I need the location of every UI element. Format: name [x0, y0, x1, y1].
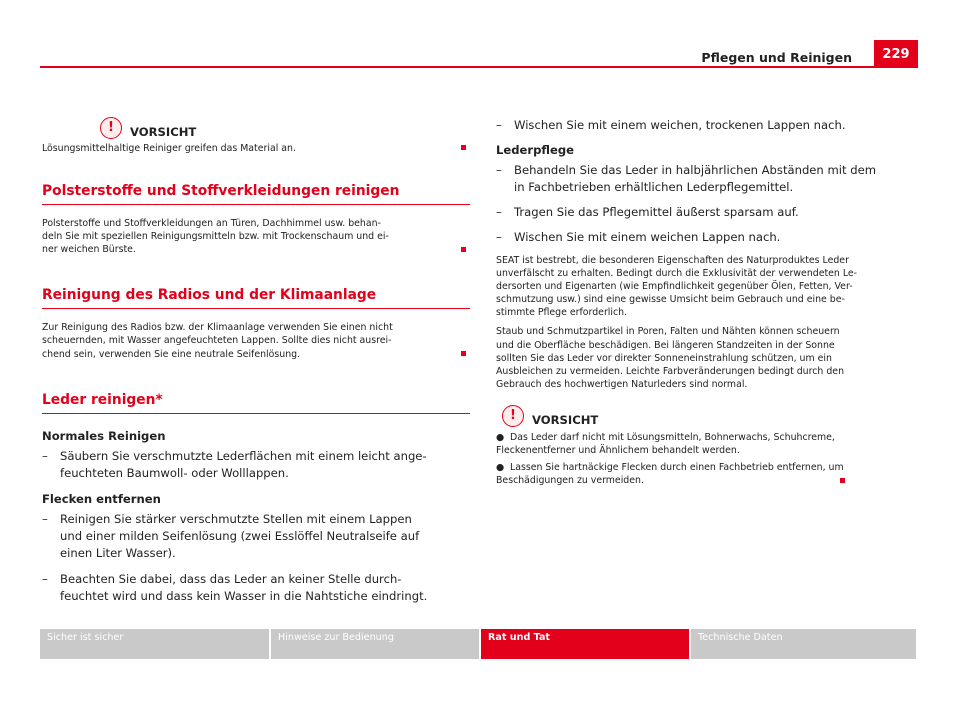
paragraph — [496, 325, 921, 390]
text-line: dersorten und Eigenarten (wie Empfindlichkeit gegenüber Ölen, Fetten, Ver- — [496, 281, 853, 293]
section-end-marker — [461, 351, 466, 356]
paragraph — [496, 254, 921, 319]
text-line: Behandeln Sie das Leder in halbjährlichen Abständen mit dem — [514, 163, 876, 177]
text-line: Wischen Sie mit einem weichen Lappen nach. — [514, 230, 781, 244]
list-item — [42, 511, 470, 562]
dash-icon: – — [496, 163, 502, 177]
section-heading: Polsterstoffe und Stoffverkleidungen reinigen — [42, 182, 470, 205]
tab-rat-und-tat[interactable]: Rat und Tat — [481, 629, 689, 659]
bullet-item — [496, 431, 921, 444]
section-heading: Reinigung des Radios und der Klimaanlage — [42, 286, 470, 309]
text-line: feuchteten Baumwoll- oder Wolllappen. — [60, 465, 289, 480]
list-item — [496, 229, 921, 246]
list-item — [42, 571, 470, 605]
subheading: Normales Reinigen — [42, 428, 166, 443]
header-rule — [40, 66, 918, 68]
dash-icon: – — [42, 571, 48, 586]
text-line: Zur Reinigung des Radios bzw. der Klimaanlage verwenden Sie einen nicht — [42, 322, 393, 334]
text-line: in Fachbetrieben erhältlichen Lederpflegemittel. — [514, 180, 794, 194]
text-line: einen Liter Wasser). — [60, 545, 176, 560]
caution-title: VORSICHT — [130, 125, 197, 139]
text-line: unverfälscht zu erhalten. Bedingt durch die Exklusivität der verwendeten Le- — [496, 268, 858, 280]
dash-icon: – — [496, 118, 502, 132]
text-line: stimmte Pflege erforderlich. — [496, 307, 628, 319]
text-line: Säubern Sie verschmutzte Lederflächen mit einem leicht ange- — [60, 448, 427, 463]
caution-title: VORSICHT — [532, 412, 599, 427]
text-line: und die Oberfläche beschädigen. Bei längeren Standzeiten in der Sonne — [496, 339, 835, 351]
text-line: SEAT ist bestrebt, die besonderen Eigenschaften des Naturproduktes Leder — [496, 255, 849, 266]
section-heading: Leder reinigen* — [42, 391, 470, 414]
warning-icon: ! — [100, 117, 122, 139]
text-line: chend sein, verwenden Sie eine neutrale Seifenlösung. — [42, 348, 301, 360]
text-line: Lassen Sie hartnäckige Flecken durch einen Fachbetrieb entfernen, um — [510, 462, 844, 474]
subheading: Lederpflege — [496, 143, 575, 157]
text-line: feuchtet wird und dass kein Wasser in die Nahtstiche eindringt. — [60, 588, 428, 603]
text-line: ner weichen Bürste. — [42, 244, 136, 256]
text-line: Ausbleichen zu vermeiden. Leichte Farbveränderungen bedingt durch den — [496, 365, 845, 377]
list-item — [496, 117, 921, 134]
text-line: Staub und Schmutzpartikel in Poren, Falten und Nähten können scheuern — [496, 326, 840, 338]
caution-text: Lösungsmittelhaltige Reiniger greifen das Material an. — [42, 143, 296, 154]
text-line: und einer milden Seifenlösung (zwei Esslöffel Neutralseife auf — [60, 528, 420, 543]
caution-box — [42, 117, 470, 155]
text-line: Beschädigungen zu vermeiden. — [496, 475, 644, 487]
warning-icon: ! — [502, 405, 524, 427]
text-line: Beachten Sie dabei, dass das Leder an keiner Stelle durch- — [60, 571, 402, 586]
section-end-marker — [840, 478, 845, 483]
text-line: Das Leder darf nicht mit Lösungsmitteln, Bohnerwachs, Schuhcreme, — [510, 431, 835, 443]
text-line: Gebrauch des hochwertigen Naturleders sind normal. — [496, 378, 748, 390]
list-item — [496, 204, 921, 221]
right-column — [496, 117, 921, 487]
list-item — [496, 162, 921, 196]
footer-nav — [40, 629, 916, 659]
text-line: Wischen Sie mit einem weichen, trockenen Lappen nach. — [514, 118, 846, 132]
bullet-icon: ● — [496, 431, 505, 443]
dash-icon: – — [42, 448, 48, 463]
tab-hinweise-zur-bedienung[interactable]: Hinweise zur Bedienung — [271, 629, 479, 659]
section-end-marker — [461, 145, 466, 150]
page-title: Pflegen und Reinigen — [701, 50, 852, 65]
list-item — [42, 448, 470, 482]
bullet-icon: ● — [496, 462, 505, 474]
caution-box — [496, 405, 921, 487]
text-line: schmutzung usw.) sind eine gewisse Umsicht beim Gebrauch und eine be- — [496, 294, 845, 306]
text-line: scheuernden, mit Wasser angefeuchteten Lappen. Sollte dies nicht ausrei- — [42, 335, 392, 347]
bullet-item — [496, 461, 921, 474]
text-line: Fleckenentferner und Ähnlichem behandelt werden. — [496, 445, 740, 457]
left-column — [42, 117, 470, 605]
tab-sicher-ist-sicher[interactable]: Sicher ist sicher — [40, 629, 269, 659]
section-end-marker — [461, 247, 466, 252]
dash-icon: – — [496, 205, 502, 219]
text-line: sollten Sie das Leder vor direkter Sonneneinstrahlung schützen, um ein — [496, 352, 832, 364]
text-line: Reinigen Sie stärker verschmutzte Stellen mit einem Lappen — [60, 511, 412, 526]
section-text — [42, 217, 470, 256]
subheading: Flecken entfernen — [42, 491, 161, 506]
text-line: Polsterstoffe und Stoffverkleidungen an Türen, Dachhimmel usw. behan- — [42, 218, 381, 230]
section-text — [42, 321, 470, 360]
page-number: 229 — [874, 40, 918, 67]
text-line: deln Sie mit speziellen Reinigungsmitteln bzw. mit Trockenschaum und ei- — [42, 231, 389, 243]
tab-technische-daten[interactable]: Technische Daten — [691, 629, 916, 659]
dash-icon: – — [496, 230, 502, 244]
dash-icon: – — [42, 511, 48, 526]
text-line: Tragen Sie das Pflegemittel äußerst sparsam auf. — [514, 205, 799, 219]
